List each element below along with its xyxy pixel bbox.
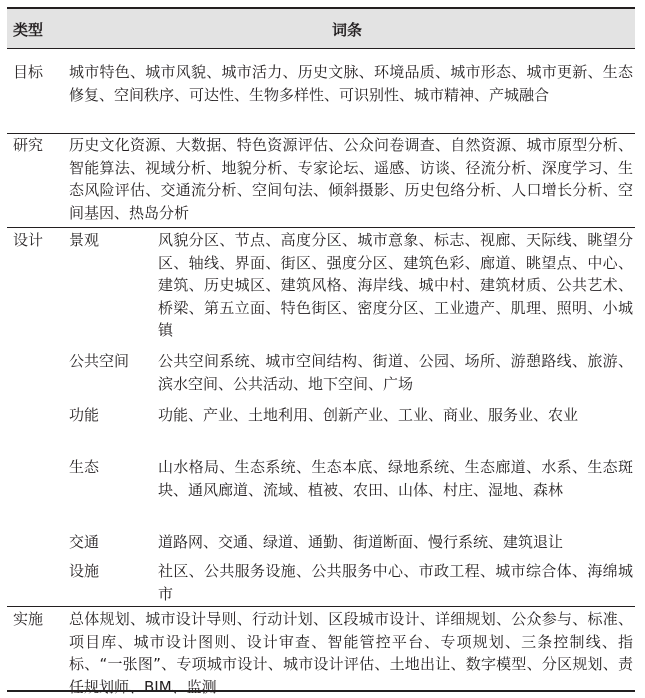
row-type-research: 研究 bbox=[13, 136, 44, 154]
row-divider bbox=[7, 227, 635, 228]
row-type-design: 设计 bbox=[13, 231, 44, 249]
row-type-implementation: 实施 bbox=[13, 610, 44, 628]
subrow-type-landscape: 景观 bbox=[69, 231, 100, 249]
subrow-type-ecology: 生态 bbox=[69, 458, 100, 476]
header-terms: 词条 bbox=[332, 21, 363, 39]
row-divider bbox=[7, 606, 635, 607]
subrow-type-facilities: 设施 bbox=[69, 562, 100, 580]
row-terms-goal: 城市特色、城市风貌、城市活力、历史文脉、环境品质、城市形态、城市更新、生态修复、空间秩序、可达性、生物多样性、可识别性、城市精神、产城融合 bbox=[69, 63, 633, 104]
header-type: 类型 bbox=[13, 21, 44, 39]
table-bottom-rule bbox=[7, 690, 635, 692]
row-type-goal: 目标 bbox=[13, 63, 44, 81]
glossary-table bbox=[7, 7, 635, 696]
subrow-type-transport: 交通 bbox=[69, 533, 100, 551]
row-terms-implementation: 总体规划、城市设计导则、行动计划、区段城市设计、详细规划、公众参与、标准、项目库、城市设计图则、设计审查、智能管控平台、专项规划、三条控制线、指标、“一张图”、专项城市设计、城市设计评估、土地出让、数字模型、分区规划、责任规划师、BIM、监测 bbox=[69, 610, 633, 696]
table-header bbox=[7, 9, 635, 49]
subrow-terms-landscape: 风貌分区、节点、高度分区、城市意象、标志、视廊、天际线、眺望分区、轴线、界面、街区、强度分区、建筑色彩、廊道、眺望点、中心、建筑、历史城区、建筑风格、海岸线、城中村、建筑材质、公共艺术、桥梁、第五立面、特色街区、密度分区、工业遗产、肌理、照明、小城镇 bbox=[158, 231, 633, 339]
subrow-terms-public-space: 公共空间系统、城市空间结构、街道、公园、场所、游憩路线、旅游、滨水空间、公共活动、地下空间、广场 bbox=[158, 352, 633, 393]
subrow-terms-ecology: 山水格局、生态系统、生态本底、绿地系统、生态廊道、水系、生态斑块、通风廊道、流域、植被、农田、山体、村庄、湿地、森林 bbox=[158, 458, 633, 499]
subrow-type-function: 功能 bbox=[69, 406, 100, 424]
subrow-terms-function: 功能、产业、土地利用、创新产业、工业、商业、服务业、农业 bbox=[158, 406, 579, 424]
subrow-terms-transport: 道路网、交通、绿道、通勤、街道断面、慢行系统、建筑退让 bbox=[158, 533, 564, 551]
row-terms-research: 历史文化资源、大数据、特色资源评估、公众问卷调查、自然资源、城市原型分析、智能算法、视域分析、地貌分析、专家论坛、遥感、访谈、径流分析、深度学习、生态风险评估、交通流分析、空间句法、倾斜摄影、历史包络分析、人口增长分析、空间基因、热岛分析 bbox=[69, 136, 633, 222]
subrow-terms-facilities: 社区、公共服务设施、公共服务中心、市政工程、城市综合体、海绵城市 bbox=[158, 562, 633, 603]
subrow-type-public-space: 公共空间 bbox=[69, 352, 130, 370]
